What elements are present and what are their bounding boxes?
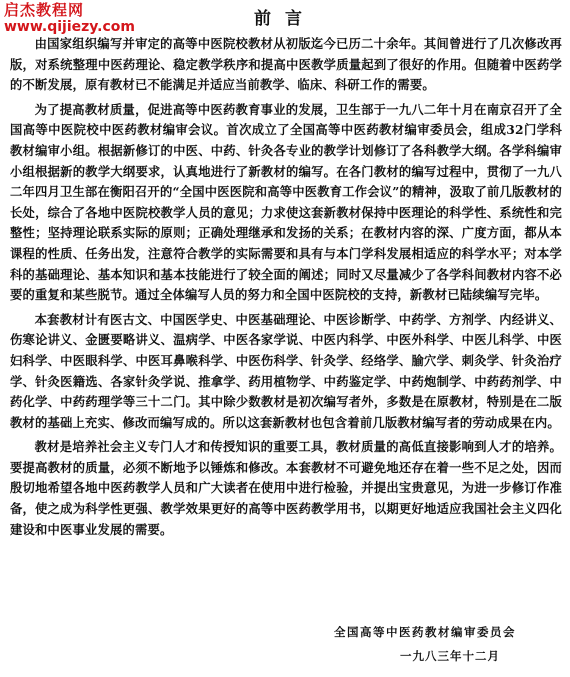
page-title: 前言	[254, 9, 316, 29]
document-body	[10, 34, 562, 544]
watermark-url: www.qijiezy.com	[4, 19, 135, 35]
watermark-site-name: 启杰教程网	[4, 1, 85, 19]
signature-date: 一九八三年十二月	[400, 649, 500, 663]
signature-organization: 全国高等中医药教材编审委员会	[334, 625, 516, 639]
paragraph-2: 为了提高教材质量，促进高等中医药教育事业的发展，卫生部于一九八二年十月在南京召开了全国高等中医院校中医药教材编审会议。首次成立了全国高等中医药教材编审委员会，组成32门学科教材编审小组。根据新修订的中医、中药、针灸各专业的教学计划修订了各科教学大纲。各学科编审小组根据新的教学大纲要求，认真地进行了新教材的编写。在各门教材的编写过程中，贯彻了一九八二年四月卫生部在衡阳召开的“全国中医医院和高等中医教育工作会议”的精神，汲取了前几版教材的长处，综合了各地中医院校教学人员的意见；力求使这套新教材保持中医理论的科学性、系统性和完整性；坚持理论联系实际的原则；正确处理继承和发扬的关系；在教材内容的深、广度方面，都从本课程的性质、任务出发，注意符合教学的实际需要和具有与本门学科发展相适应的科学水平；对本学科的基础理论、基本知识和基本技能进行了较全面的阐述；同时又尽量减少了各学科间教材内容不必要的重复和某些脱节。通过全体编写人员的努力和全国中医院校的支持，新教材已陆续编写完毕。	[10, 101, 562, 303]
paragraph-4: 教材是培养社会主义专门人才和传授知识的重要工具，教材质量的高低直接影响到人才的培养。要提高教材的质量，必须不断地予以锤炼和修改。本套教材不可避免地还存在着一些不足之处，因而殷切地希望各地中医药教学人员和广大读者在使用中进行检验，并提出宝贵意见，为进一步修订作准备，使之成为科学性更强、教学效果更好的高等中医药教学用书，以期更好地适应我国社会主义四化建设和中医事业发展的需要。	[10, 439, 562, 537]
paragraph-1: 由国家组织编写并审定的高等中医院校教材从初版迄今已历二十余年。其间曾进行了几次修改再版，对系统整理中医药理论、稳定教学秩序和提高中医教学质量起到了很好的作用。但随着中医药学的不断发展，原有教材已不能满足并适应当前教学、临床、科研工作的需要。	[10, 36, 562, 93]
paragraph-3: 本套教材计有医古文、中国医学史、中医基础理论、中医诊断学、中药学、方剂学、内经讲义、伤寒论讲义、金匮要略讲义、温病学、中医各家学说、中医内科学、中医外科学、中医儿科学、中医妇科学、中医眼科学、中医耳鼻喉科学、中医伤科学、针灸学、经络学、腧穴学、刺灸学、针灸治疗学、针灸医籍选、各家针灸学说、推拿学、药用植物学、中药鉴定学、中药炮制学、中药药剂学、中药化学、中药药理学等三十二门。其中除少数教材是初次编写者外，多数是在原教材，特别是在二版教材的基础上充实、修改而编写成的。所以这套新教材也包含着前几版教材编写者的劳动成果在内。	[10, 311, 562, 430]
